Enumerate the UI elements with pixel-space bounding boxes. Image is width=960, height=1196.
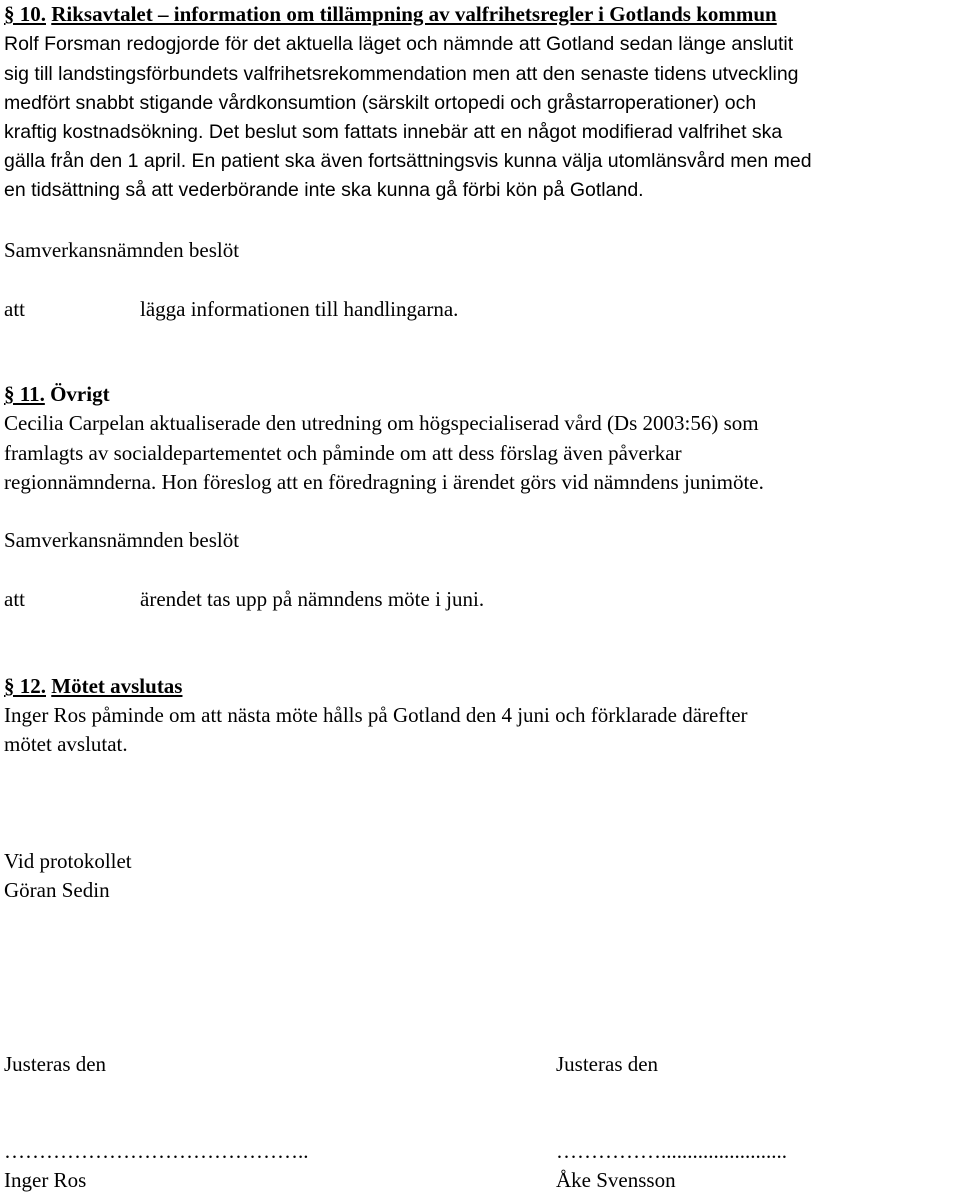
section-11-title: Övrigt — [50, 382, 110, 406]
section-12-number: § 12. — [4, 674, 46, 698]
section-10-line-6: en tidsättning så att vederbörande inte ska kunna gå förbi kön på Gotland. — [4, 179, 644, 201]
section-10-decision-label: Samverkansnämnden beslöt — [4, 238, 240, 262]
section-11-line-3: regionnämnderna. Hon föreslog att en föredragning i ärendet görs vid nämndens junimöte. — [4, 470, 764, 494]
section-10-heading — [4, 2, 777, 26]
section-11-decision-text: ärendet tas upp på nämndens möte i juni. — [140, 587, 485, 611]
protocol-label: Vid protokollet — [4, 849, 132, 873]
section-10-line-5: gälla från den 1 april. En patient ska även fortsättningsvis kunna välja utomlänsvård men med — [4, 150, 812, 172]
section-11-decision-att: att — [4, 587, 25, 611]
section-12-heading — [4, 674, 182, 698]
section-10-number: § 10. — [4, 2, 46, 26]
section-11-heading — [4, 382, 110, 406]
section-12-line-1: Inger Ros påminde om att nästa möte hålls på Gotland den 4 juni och förklarade därefter — [4, 703, 748, 727]
section-10-decision-text: lägga informationen till handlingarna. — [140, 297, 459, 321]
section-10-line-1: Rolf Forsman redogjorde för det aktuella läget och nämnde att Gotland sedan länge anslutit — [4, 33, 794, 55]
section-10-decision-att: att — [4, 297, 25, 321]
section-11-line-2: framlagts av socialdepartementet och påminde om att dess förslag även påverkar — [4, 441, 682, 465]
protocol-name: Göran Sedin — [4, 878, 110, 902]
signature-left-label: Justeras den — [4, 1052, 107, 1076]
section-11-line-1: Cecilia Carpelan aktualiserade den utredning om högspecialiserad vård (Ds 2003:56) som — [4, 411, 759, 435]
section-11-decision-label: Samverkansnämnden beslöt — [4, 528, 240, 552]
section-12-title: Mötet avslutas — [51, 674, 183, 698]
section-11-number: § 11. — [4, 382, 45, 406]
signature-left-dots: …………………………………….. — [4, 1139, 309, 1163]
signature-left-name: Inger Ros — [4, 1168, 87, 1192]
section-10-title: Riksavtalet – information om tillämpning av valfrihetsregler i Gotlands kommun — [51, 2, 777, 26]
section-12-line-2: mötet avslutat. — [4, 732, 128, 756]
section-10-line-4: kraftig kostnadsökning. Det beslut som fattats innebär att en något modifierad valfrihet ska — [4, 121, 783, 143]
signature-right-label: Justeras den — [556, 1052, 659, 1076]
signature-right-dots: ……………........................ — [556, 1139, 787, 1163]
section-10-line-3: medfört snabbt stigande vårdkonsumtion (särskilt ortopedi och gråstarroperationer) och — [4, 92, 757, 114]
signature-right-name: Åke Svensson — [556, 1168, 676, 1192]
section-10-line-2: sig till landstingsförbundets valfrihetsrekommendation men att den senaste tidens utveckling — [4, 63, 799, 85]
